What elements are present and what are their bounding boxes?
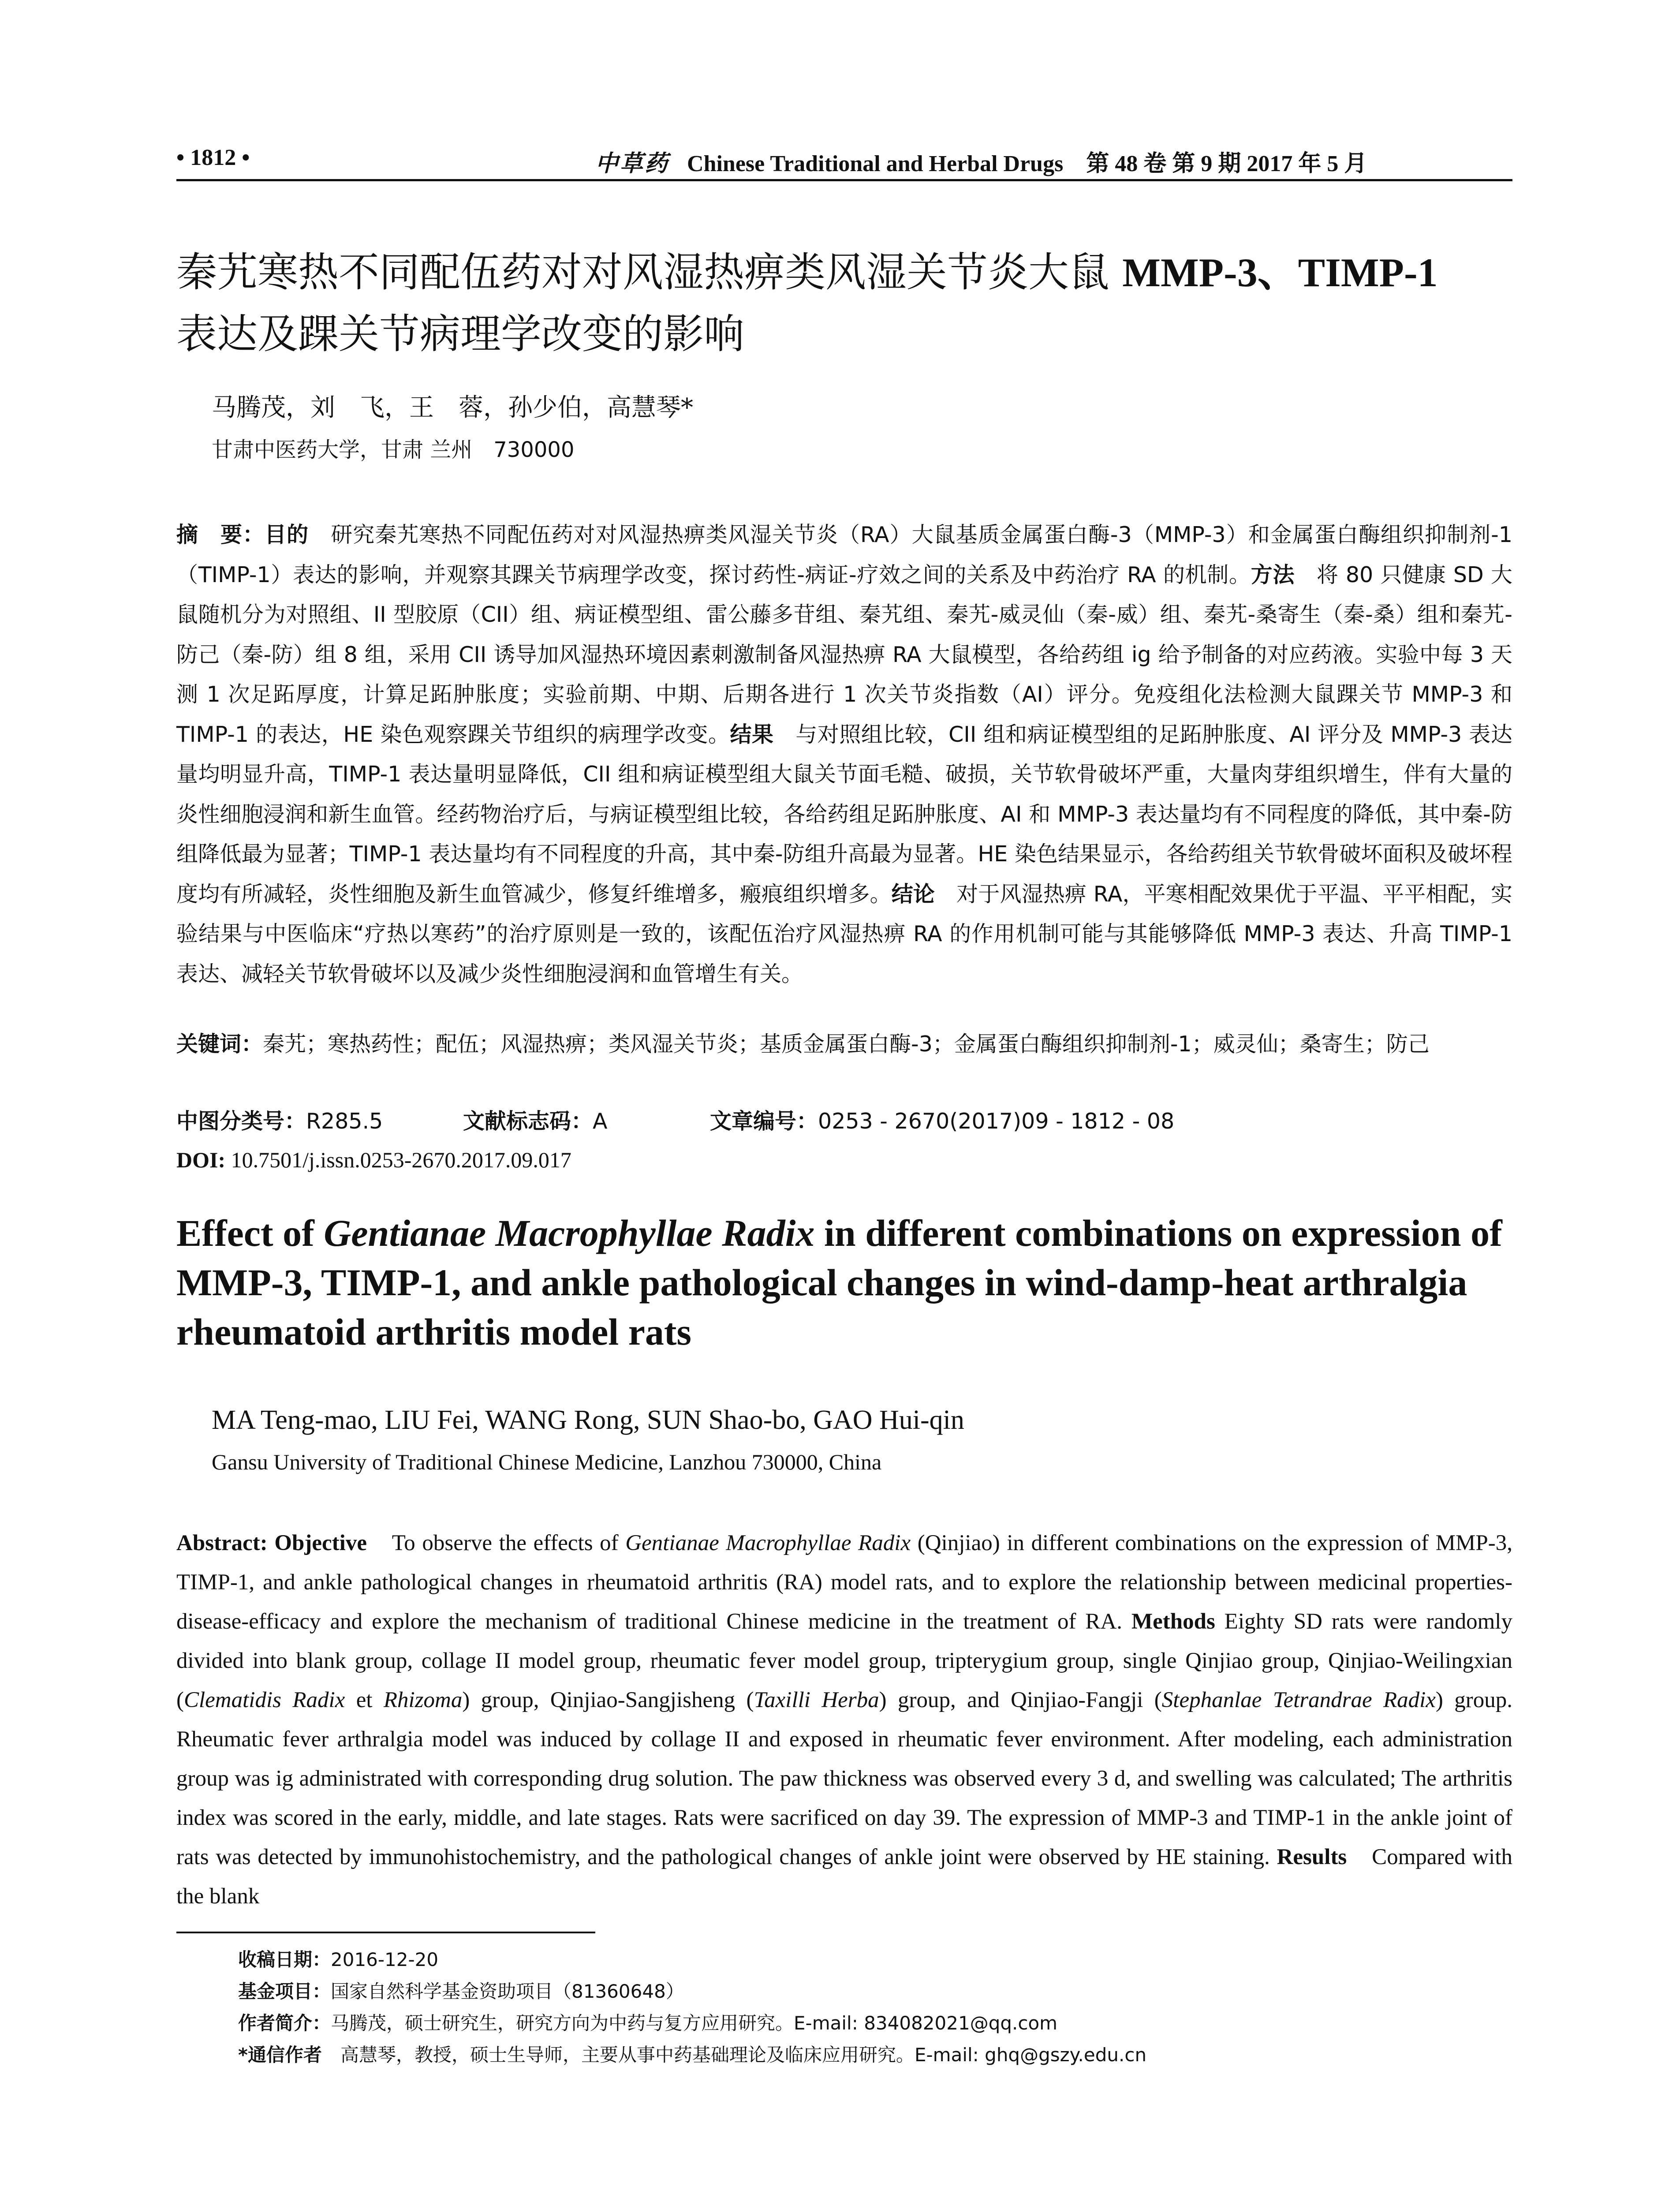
clc-value: R285.5 — [306, 1109, 383, 1134]
en-abstract-text: ) group. Rheumatic fever arthralgia model was induced by collage II and exposed in rheumatic fever environment. After modeling, each administration group was ig administrated with corresponding drug solution. The paw thickness was observed every 3 d, and swelling was calculated; The arthritis index was scored in the early, middle, and late stages. Rats were sacrificed on day 39. The expression of MMP-3 and TIMP-1 in the ankle joint of rats was detected by immunohistochemistry, and the pathological changes of ankle joint were observed by HE staining. — [176, 1688, 1513, 1869]
en-abstract-text: Compared with the blank — [176, 1845, 1512, 1909]
chinese-title-line1-bold: MMP-3、TIMP-1 — [1122, 250, 1438, 295]
classification-row — [176, 1104, 1512, 1139]
footnote-received — [238, 1944, 1512, 1976]
journal-info-text: Chinese Traditional and Herbal Drugs 第 48 卷 第 9 期 2017 年 5 月 — [687, 151, 1367, 176]
footnote-corresponding — [238, 2039, 1512, 2071]
keywords-label: 关键词： — [176, 1031, 263, 1057]
footnote-label: *通信作者 — [238, 2044, 322, 2066]
footnote-value: 2016-12-20 — [331, 1949, 439, 1970]
en-abstract-text: ) group, and Qinjiao-Fangji ( — [879, 1688, 1162, 1712]
chinese-abstract — [176, 515, 1512, 994]
methods-label: 方法 — [1251, 562, 1295, 587]
footnote-value: 马腾茂，硕士研究生，研究方向为中药与复方应用研究。E-mail: 834082021@qq.com — [331, 2012, 1058, 2034]
chinese-keywords — [176, 1024, 1512, 1064]
en-abstract-italic: Clematidis Radix — [183, 1688, 345, 1712]
chinese-authors: 马腾茂，刘 飞，王 蓉，孙少伯，高慧琴* — [212, 393, 693, 422]
clc-label: 中图分类号： — [176, 1109, 306, 1134]
en-results-label: Results — [1277, 1845, 1347, 1869]
chinese-title-line2: 表达及踝关节病理学改变的影响 — [176, 310, 745, 358]
en-abstract-label: Abstract: Objective — [176, 1531, 367, 1555]
footnote-value: 高慧琴，教授，硕士生导师，主要从事中药基础理论及临床应用研究。E-mail: ghq@gszy.edu.cn — [321, 2044, 1147, 2066]
chinese-title — [176, 242, 1499, 365]
page-number: • 1812 • — [176, 145, 250, 170]
english-title-pre: Effect of — [176, 1212, 324, 1254]
doc-code-value: A — [593, 1109, 608, 1134]
english-title — [176, 1208, 1512, 1357]
conclusion-label: 结论 — [891, 881, 935, 907]
en-abstract-text: ) group, Qinjiao-Sangjisheng ( — [462, 1688, 754, 1712]
footnote-label: 基金项目： — [238, 1981, 331, 2002]
en-abstract-italic: Rhizoma — [383, 1688, 463, 1712]
en-abstract-text: (Qinjiao) in different combinations on the expression of MMP-3, TIMP-1, and ankle pathological changes in rheumatoid arthritis (RA) model rats, and to explore the relationship between medicinal properties-disease-efficacy and explore the mechanism of traditional Chinese medicine in the treatment of RA. — [176, 1531, 1512, 1634]
en-abstract-text: To observe the effects of — [366, 1531, 626, 1555]
en-abstract-italic: Taxilli Herba — [754, 1688, 879, 1712]
footnote-author — [238, 2007, 1512, 2039]
english-authors: MA Teng-mao, LIU Fei, WANG Rong, SUN Shao-bo, GAO Hui-qin — [212, 1405, 964, 1435]
results-text: 与对照组比较，CII 组和病证模型组的足跖肿胀度、AI 评分及 MMP-3 表达量均明显升高，TIMP-1 表达量明显降低，CII 组和病证模型组大鼠关节面毛糙、破损，关节软骨破坏严重，大量肉芽组织增生，伴有大量的炎性细胞浸润和新生血管。经药物治疗后，与病证模型组比较，各给药组足跖肿胀度、AI 和 MMP-3 表达量均有不同程度的降低，其中秦-防组降低最为显著；TIMP-1 表达量均有不同程度的升高，其中秦-防组升高最为显著。HE 染色结果显示，各给药组关节软骨破坏面积及破坏程度均有所减轻，炎性细胞及新生血管减少，修复纤维增多，瘢痕组织增多。 — [176, 721, 1512, 907]
footnote-rule — [176, 1932, 595, 1933]
doi-line — [176, 1142, 571, 1177]
english-abstract — [176, 1524, 1512, 1916]
footnote-value: 国家自然科学基金资助项目（81360648） — [331, 1981, 684, 2002]
running-header — [176, 140, 1512, 180]
footnote-label: 作者简介： — [238, 2012, 331, 2034]
article-no-label: 文章编号： — [710, 1109, 818, 1134]
english-title-post: in different combinations on expression of MMP-3, TIMP-1, and ankle pathological changes in wind-damp-heat arthralgia rheumatoid arthritis model rats — [176, 1212, 1502, 1353]
journal-info — [595, 145, 1367, 178]
en-abstract-text: Eighty SD rats were randomly divided into blank group, collage II model group, rheumatic fever model group, tripterygium group, single Qinjiao group, Qinjiao-Weilingxian ( — [176, 1609, 1512, 1712]
methods-text: 将 80 只健康 SD 大鼠随机分为对照组、II 型胶原（CII）组、病证模型组、雷公藤多苷组、秦艽组、秦艽-威灵仙（秦-威）组、秦艽-桑寄生（秦-桑）组和秦艽-防己（秦-防）组 8 组，采用 CII 诱导加风湿热环境因素刺激制备风湿热痹 RA 大鼠模型，各给药组 ig 给予制备的对应药液。实验中每 3 天测 1 次足跖厚度，计算足跖肿胀度；实验前期、中期、后期各进行 1 次关节炎指数（AI）评分。免疫组化法检测大鼠踝关节 MMP-3 和 TIMP-1 的表达，HE 染色观察踝关节组织的病理学改变。 — [176, 562, 1512, 747]
abstract-label: 摘 要： — [176, 522, 265, 547]
en-abstract-italic: Gentianae Macrophyllae Radix — [625, 1531, 911, 1555]
chinese-title-line1: 秦艽寒热不同配伍药对对风湿热痹类风湿关节炎大鼠 — [176, 249, 1123, 296]
results-label: 结果 — [730, 721, 774, 747]
header-rule — [176, 179, 1512, 181]
english-affiliation: Gansu University of Traditional Chinese Medicine, Lanzhou 730000, China — [212, 1450, 882, 1474]
en-methods-label: Methods — [1131, 1609, 1215, 1634]
objective-label: 目的 — [265, 522, 309, 547]
footnote-label: 收稿日期： — [238, 1949, 331, 1970]
doi-value[interactable]: 10.7501/j.issn.0253-2670.2017.09.017 — [225, 1147, 571, 1172]
en-abstract-text: et — [345, 1688, 384, 1712]
objective-text: 研究秦艽寒热不同配伍药对对风湿热痹类风湿关节炎（RA）大鼠基质金属蛋白酶-3（MMP-3）和金属蛋白酶组织抑制剂-1（TIMP-1）表达的影响，并观察其踝关节病理学改变，探讨药性-病证-疗效之间的关系及中药治疗 RA 的机制。 — [176, 522, 1512, 587]
journal-logo: 中草药 — [595, 150, 670, 177]
clc-cell — [176, 1104, 463, 1139]
chinese-affiliation: 甘肃中医药大学，甘肃 兰州 730000 — [212, 437, 575, 462]
en-abstract-italic: Stephanlae Tetrandrae Radix — [1161, 1688, 1436, 1712]
english-title-italic: Gentianae Macrophyllae Radix — [324, 1212, 815, 1254]
keywords-text: 秦艽；寒热药性；配伍；风湿热痹；类风湿关节炎；基质金属蛋白酶-3；金属蛋白酶组织抑制剂-1；威灵仙；桑寄生；防己 — [263, 1031, 1430, 1057]
doi-label: DOI: — [176, 1147, 226, 1172]
doc-code-label: 文献标志码： — [463, 1109, 593, 1134]
article-no-cell — [710, 1104, 1174, 1139]
footnotes — [238, 1944, 1512, 2071]
conclusion-text: 对于风湿热痹 RA，平寒相配效果优于平温、平平相配，实验结果与中医临床“疗热以寒药”的治疗原则是一致的，该配伍治疗风湿热痹 RA 的作用机制可能与其能够降低 MMP-3 表达、升高 TIMP-1 表达、减轻关节软骨破坏以及减少炎性细胞浸润和血管增生有关。 — [176, 881, 1512, 987]
footnote-fund — [238, 1976, 1512, 2007]
doc-code-cell — [463, 1104, 710, 1139]
article-no-value: 0253 - 2670(2017)09 - 1812 - 08 — [818, 1109, 1175, 1134]
